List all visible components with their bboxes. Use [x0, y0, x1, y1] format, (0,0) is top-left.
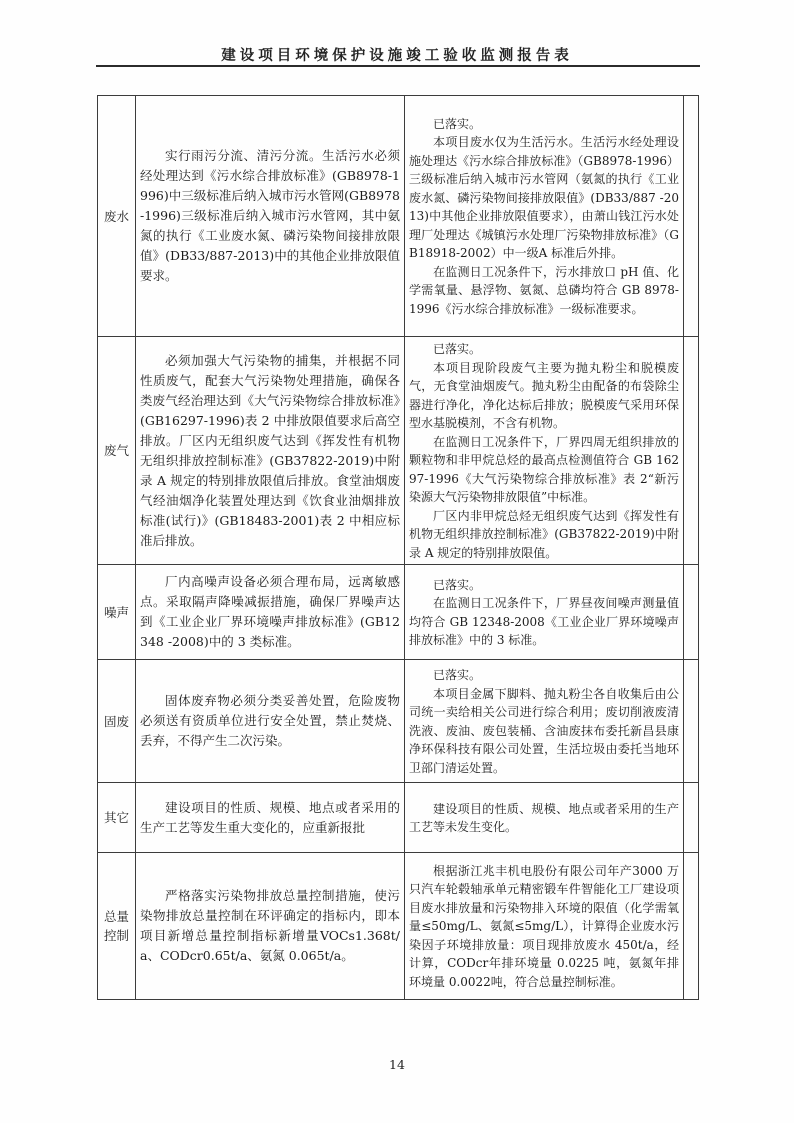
table-row-other: [98, 783, 699, 853]
row-label-wastewater: 废水: [98, 96, 136, 337]
requirement-cell-solid-waste: [136, 660, 405, 783]
title-divider-rule: [96, 65, 700, 67]
acceptance-monitoring-table: [97, 95, 699, 1000]
spacer-cell: [684, 853, 699, 1000]
status-paragraph: 本项目现阶段废气主要为抛丸粉尘和脱模废气，无食堂油烟废气。抛丸粉尘由配备的布袋除尘器进行净化，净化达标后排放；脱模废气采用环保型水基脱模剂，不含有机物。: [409, 360, 679, 430]
page-number: 14: [389, 1057, 405, 1072]
status-cell-other: [405, 783, 684, 853]
status-paragraph: 本项目金属下脚料、抛丸粉尘各自收集后由公司统一卖给相关公司进行综合利用；废切削液废清洗液、废油、废包装桶、含油废抹布委托新昌县康净环保科技有限公司处置，生活垃圾由委托当地环卫部门清运处置。: [409, 686, 679, 775]
page-title: 建设项目环境保护设施竣工验收监测报告表: [221, 47, 573, 64]
requirement-text: 必须加强大气污染物的捕集，并根据不同性质废气，配套大气污染物处理措施，确保各类废气经治理达到《大气污染物综合排放标准》(GB16297-1996)表 2 中排放限值要求后高空排放。厂区内无组织废气达到《挥发性有机物无组织排放控制标准》(GB37822-2019)中附录 A 规定的特别排放限值后排放。食堂油烟废气经油烟净化装置处理达到《饮食业油烟排放标准(试行)》(GB18483-2001)表 2 中相应标准后排放。: [140, 352, 400, 548]
row-label-waste-gas: 废气: [98, 337, 136, 565]
requirement-cell-waste-gas: [136, 337, 405, 565]
spacer-cell: [684, 783, 699, 853]
table-row-waste-gas: [98, 337, 699, 565]
status-paragraph: 已落实。: [433, 342, 482, 356]
requirement-cell-other: [136, 783, 405, 853]
status-paragraph: 建设项目的性质、规模、地点或者采用的生产工艺等未发生变化。: [409, 801, 679, 834]
requirement-text: 实行雨污分流、清污分流。生活污水必须经处理达到《污水综合排放标准》(GB8978-1996)中三级标准后纳入城市污水管网(GB8978-1996)三级标准后纳入城市污水管网，其中氨氮的执行《工业废水氮、磷污染物间接排放限值》(DB33/887-2013)中的其他企业排放限值要求。: [140, 148, 400, 283]
spacer-cell: [684, 565, 699, 660]
requirement-text: 厂内高噪声设备必须合理布局，远离敏感点。采取隔声降噪减振措施，确保厂界噪声达到《工业企业厂界环境噪声排放标准》(GB12348 -2008)中的 3 类标准。: [140, 574, 400, 649]
status-paragraph: 根据浙江兆丰机电股份有限公司年产3000 万只汽车轮毂轴承单元精密锻车件智能化工厂建设项目废水排放量和污染物排入环境的限值（化学需氧量≤50mg/L、氨氮≤5mg/L），计算得企业废水污染因子环境排放量：项目现排放废水 450t/a，经计算，CODcr年排环境量 0.0225 吨，氨氮年排环境量 0.0022吨，符合总量控制标准。: [409, 863, 679, 989]
status-paragraph: 在监测日工况条件下，厂界四周无组织排放的颗粒物和非甲烷总烃的最高点检测值符合 GB 16297-1996《大气污染物综合排放标准》表 2“新污染源大气污染物排放限值”中标准。: [409, 434, 679, 504]
table-row-wastewater: [98, 96, 699, 337]
status-paragraph: 本项目废水仅为生活污水。生活污水经处理设施处理达《污水综合排放标准》（GB8978-1996）三级标准后纳入城市污水管网（氨氮的执行《工业废水氮、磷污染物间接排放限值》(DB33/887 -2013)中其他企业排放限值要求），由萧山钱江污水处理厂处理达《城镇污水处理厂污染物排放标准》（GB18918-2002）中一级A 标准后外排。: [409, 135, 679, 261]
row-label-solid-waste: 固废: [98, 660, 136, 783]
table-row-noise: [98, 565, 699, 660]
spacer-cell: [684, 660, 699, 783]
requirement-text: 建设项目的性质、规模、地点或者采用的生产工艺等发生重大变化的，应重新报批: [140, 799, 400, 835]
status-paragraph: 已落实。: [433, 668, 482, 682]
status-paragraph: 已落实。: [433, 116, 482, 131]
status-cell-waste-gas: [405, 337, 684, 565]
status-cell-solid-waste: [405, 660, 684, 783]
spacer-cell: [684, 96, 699, 337]
requirement-text: 严格落实污染物排放总量控制措施，使污染物排放总量控制在环评确定的指标内，即本项目新增总量控制指标新增量VOCs1.368t/a、CODcr0.65t/a、氨氮 0.065t/a。: [140, 888, 400, 963]
status-paragraph: 已落实。: [433, 577, 482, 592]
status-cell-wastewater: [405, 96, 684, 337]
status-paragraph: 在监测日工况条件下，污水排放口 pH 值、化学需氧量、悬浮物、氨氮、总磷均符合 GB 8978-1996《污水综合排放标准》一级标准要求。: [409, 264, 679, 316]
requirement-cell-wastewater: [136, 96, 405, 337]
status-cell-noise: [405, 565, 684, 660]
table-row-total-quantity-control: [98, 853, 699, 1000]
row-label-other: 其它: [98, 783, 136, 853]
row-label-noise: 噪声: [98, 565, 136, 660]
row-label-total-quantity-control: 总量控制: [98, 853, 136, 1000]
table-row-solid-waste: [98, 660, 699, 783]
requirement-cell-total-quantity-control: [136, 853, 405, 1000]
status-paragraph: 厂区内非甲烷总烃无组织废气达到《挥发性有机物无组织排放控制标准》(GB37822-2019)中附录 A 规定的特别排放限值。: [409, 508, 679, 560]
spacer-cell: [684, 337, 699, 565]
status-cell-total-quantity-control: [405, 853, 684, 1000]
requirement-text: 固体废弃物必须分类妥善处置，危险废物必须送有资质单位进行安全处置，禁止焚烧、丢弃，不得产生二次污染。: [140, 693, 400, 748]
requirement-cell-noise: [136, 565, 405, 660]
status-paragraph: 在监测日工况条件下，厂界昼夜间噪声测量值均符合 GB 12348-2008《工业企业厂界环境噪声排放标准》中的 3 标准。: [409, 596, 679, 647]
